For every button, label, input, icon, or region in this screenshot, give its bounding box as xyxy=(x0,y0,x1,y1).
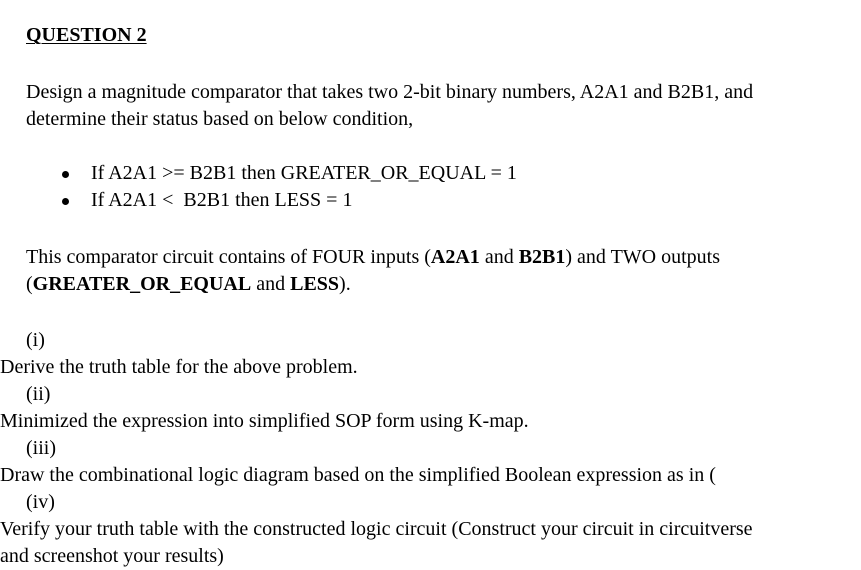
intro-line-2: determine their status based on below condition, xyxy=(26,108,414,130)
output-name-less: LESS xyxy=(290,273,340,295)
intro-paragraph xyxy=(26,79,753,133)
task-item xyxy=(0,489,861,570)
task-line: Draw the combinational logic diagram based on the simplified Boolean expression as in ( xyxy=(0,464,716,486)
task-number: (iii) xyxy=(26,437,56,459)
text-run: and xyxy=(479,246,519,268)
task-item xyxy=(0,327,861,381)
task-text xyxy=(0,354,861,381)
question-heading: QUESTION 2 xyxy=(26,24,147,46)
task-line: Minimized the expression into simplified SOP form using K-map. xyxy=(0,410,529,432)
task-line: Derive the truth table for the above problem. xyxy=(0,356,358,378)
text-run: and xyxy=(251,273,291,295)
condition-text: If A2A1 >= B2B1 then GREATER_OR_EQUAL = 1 xyxy=(91,162,517,184)
text-run: This comparator circuit contains of FOUR inputs ( xyxy=(26,246,431,268)
intro-line-1: Design a magnitude comparator that takes two 2-bit binary numbers, A2A1 and B2B1, and xyxy=(26,81,754,103)
input-name-a: A2A1 xyxy=(430,246,480,268)
circuit-line-1 xyxy=(26,244,720,271)
task-list xyxy=(0,327,861,570)
circuit-line-2 xyxy=(26,271,720,298)
text-run: ). xyxy=(339,273,351,295)
task-line: Verify your truth table with the constructed logic circuit (Construct your circuit in circuitverse xyxy=(0,518,753,540)
task-text xyxy=(0,408,861,435)
task-item xyxy=(0,381,861,435)
bullet-icon xyxy=(62,198,69,205)
task-line: and screenshot your results) xyxy=(0,545,224,567)
bullet-icon xyxy=(62,171,69,178)
task-number: (iv) xyxy=(26,491,55,513)
task-number: (ii) xyxy=(26,383,51,405)
task-text xyxy=(0,462,861,489)
text-run: ) and TWO outputs xyxy=(565,246,720,268)
output-name-greater-or-equal: GREATER_OR_EQUAL xyxy=(32,273,252,295)
task-number: (i) xyxy=(26,329,45,351)
task-item xyxy=(0,435,861,489)
input-name-b: B2B1 xyxy=(518,246,566,268)
circuit-paragraph xyxy=(26,244,720,298)
text-run: ( xyxy=(26,273,33,295)
condition-text: If A2A1 < B2B1 then LESS = 1 xyxy=(91,189,353,211)
task-text xyxy=(0,516,861,570)
